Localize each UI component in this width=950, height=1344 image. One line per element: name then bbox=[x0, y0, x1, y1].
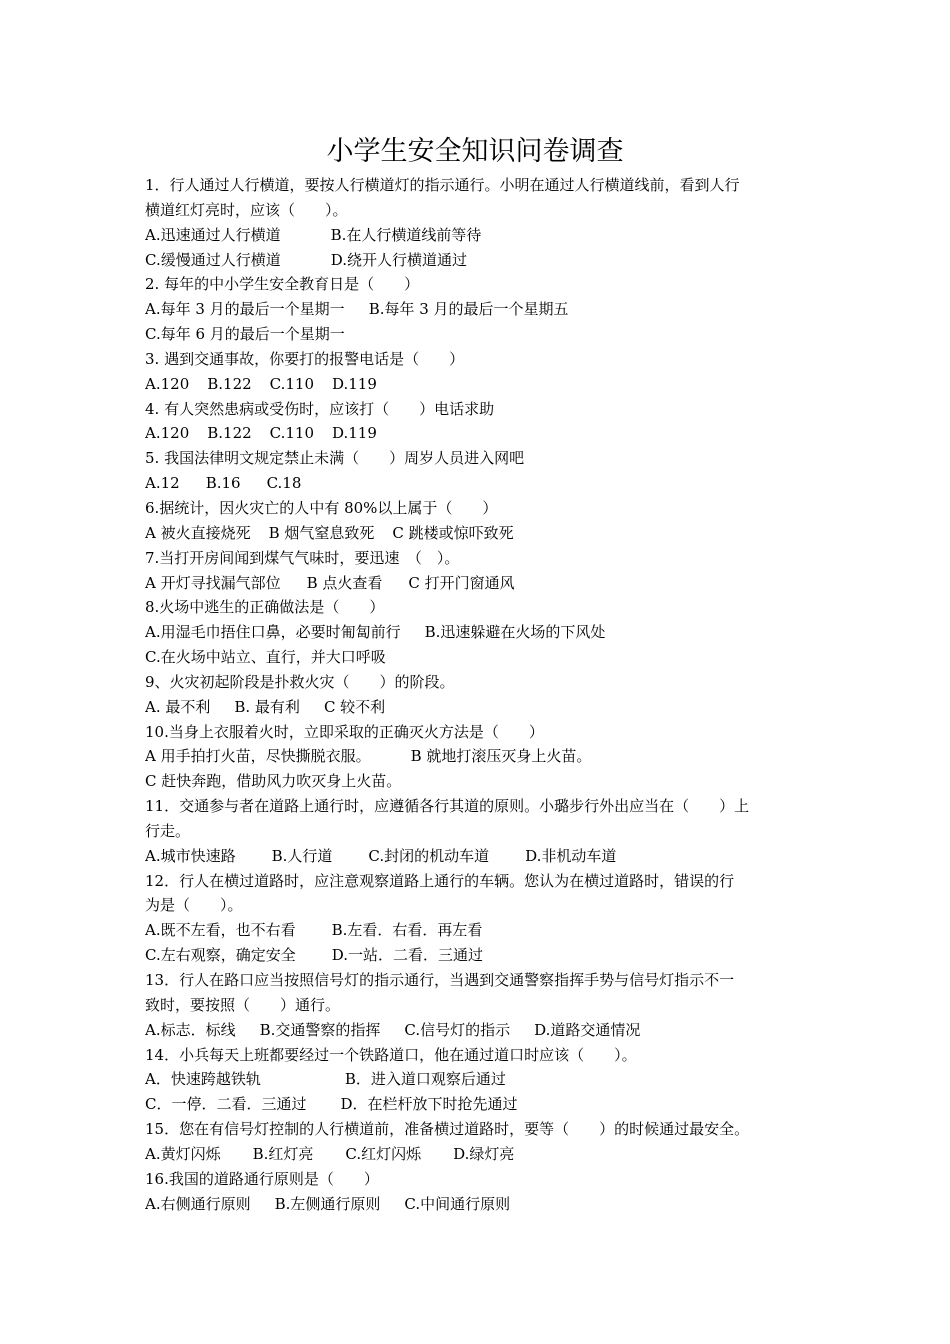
answer-option: B.交通警察的指挥 bbox=[259, 1020, 381, 1039]
answer-options-row bbox=[145, 297, 810, 322]
answer-option: C．一停．二看．三通过 bbox=[145, 1095, 307, 1114]
question-text-line: 为是（ ）。 bbox=[145, 896, 243, 915]
answer-option: B 烟气窒息致死 bbox=[268, 523, 375, 542]
question-text-line: C.每年 6 月的最后一个星期一 bbox=[145, 325, 345, 344]
answer-option: D.119 bbox=[332, 424, 377, 443]
question-text-line: 4. 有人突然患病或受伤时，应该打（ ）电话求助 bbox=[145, 399, 495, 418]
answer-option: B.在人行横道线前等待 bbox=[330, 225, 482, 244]
answer-option: D.道路交通情况 bbox=[534, 1020, 641, 1039]
answer-options-row bbox=[145, 1142, 810, 1167]
answer-option: B.人行道 bbox=[271, 846, 333, 865]
answer-option: C.中间通行原则 bbox=[404, 1194, 511, 1213]
answer-option: C.信号灯的指示 bbox=[404, 1020, 511, 1039]
question-text-line: 8.火场中逃生的正确做法是（ ） bbox=[145, 598, 385, 617]
answer-option: A.用湿毛巾捂住口鼻，必要时匍匐前行 bbox=[145, 623, 401, 642]
question-text-line: 15．您在有信号灯控制的人行横道前，准备横过道路时，要等（ ）的时候通过最安全。 bbox=[145, 1120, 750, 1139]
answer-option: B.红灯亮 bbox=[252, 1144, 314, 1163]
answer-option: D.119 bbox=[332, 374, 377, 393]
answer-options-row bbox=[145, 844, 810, 869]
answer-option: D.绿灯亮 bbox=[453, 1144, 515, 1163]
question-text-line: 13．行人在路口应当按照信号灯的指示通行，当遇到交通警察指挥手势与信号灯指示不一 bbox=[145, 971, 735, 989]
answer-options-row bbox=[145, 1018, 810, 1043]
answer-options-row bbox=[145, 223, 810, 248]
question-text-line: 6.据统计，因火灾亡的人中有 80%以上属于（ ） bbox=[145, 498, 498, 517]
answer-option: A.12 bbox=[145, 474, 180, 493]
answer-option: A. 最不利 bbox=[145, 697, 211, 716]
question-text-line: 9、火灾初起阶段是扑救火灾（ ）的阶段。 bbox=[145, 672, 455, 691]
answer-option: A.城市快速路 bbox=[145, 846, 236, 865]
answer-option: A 被火直接烧死 bbox=[145, 523, 251, 542]
answer-option: B.122 bbox=[207, 374, 252, 393]
question-text-line: 横道红灯亮时，应该（ ）。 bbox=[145, 200, 348, 219]
answer-option: C.110 bbox=[269, 424, 314, 443]
question-text-line: 3. 遇到交通事故，你要打的报警电话是（ ） bbox=[145, 349, 465, 368]
answer-option: A 开灯寻找漏气部位 bbox=[145, 573, 281, 592]
answer-option: C.18 bbox=[266, 474, 302, 493]
answer-options-row bbox=[145, 248, 810, 273]
answer-options-row bbox=[145, 695, 810, 720]
answer-option: A.黄灯闪烁 bbox=[145, 1144, 221, 1163]
answer-option: C.缓慢通过人行横道 bbox=[145, 250, 281, 269]
question-text-line: C.在火场中站立、直行，并大口呼吸 bbox=[145, 648, 386, 667]
answer-options-row bbox=[145, 471, 810, 496]
answer-option: A.迅速通过人行横道 bbox=[145, 225, 281, 244]
answer-option: C 打开门窗通风 bbox=[408, 573, 515, 592]
question-text-line: 14．小兵每天上班都要经过一个铁路道口，他在通过道口时应该（ ）。 bbox=[145, 1045, 637, 1064]
answer-options-row bbox=[145, 1067, 810, 1092]
answer-option: A.每年 3 月的最后一个星期一 bbox=[145, 300, 345, 319]
question-text-line: 2. 每年的中小学生安全教育日是（ ） bbox=[145, 275, 420, 294]
question-text-line: 16.我国的道路通行原则是（ ） bbox=[145, 1169, 379, 1188]
answer-option: B.16 bbox=[205, 474, 241, 493]
answer-options-row bbox=[145, 521, 810, 546]
answer-options-row bbox=[145, 1192, 810, 1217]
answer-option: B 就地打滚压灭身上火苗。 bbox=[410, 747, 592, 766]
answer-options-row bbox=[145, 421, 810, 446]
answer-options-row bbox=[145, 918, 810, 943]
answer-option: C 较不利 bbox=[323, 697, 386, 716]
answer-option: A.120 bbox=[145, 424, 190, 443]
answer-option: C.红灯闪烁 bbox=[345, 1144, 422, 1163]
answer-option: A.既不左看，也不右看 bbox=[145, 921, 296, 940]
question-text-line: 1．行人通过人行横道，要按人行横道灯的指示通行。小明在通过人行横道线前，看到人行 bbox=[145, 176, 740, 194]
answer-options-row bbox=[145, 1092, 810, 1117]
answer-option: A.标志．标线 bbox=[145, 1020, 236, 1039]
answer-options-row bbox=[145, 372, 810, 397]
question-text-line: 10.当身上衣服着火时，立即采取的正确灭火方法是（ ） bbox=[145, 722, 544, 741]
question-list bbox=[145, 173, 810, 1216]
answer-option: C.左右观察，确定安全 bbox=[145, 946, 296, 965]
answer-options-row bbox=[145, 943, 810, 968]
answer-option: C.110 bbox=[269, 374, 314, 393]
question-text-line: 12．行人在横过道路时，应注意观察道路上通行的车辆。您认为在横过道路时，错误的行 bbox=[145, 871, 735, 890]
answer-options-row bbox=[145, 571, 810, 596]
question-text-line: 致时，要按照（ ）通行。 bbox=[145, 995, 341, 1014]
answer-option: B. 最有利 bbox=[234, 697, 300, 716]
answer-options-row bbox=[145, 620, 810, 645]
answer-option: B.每年 3 月的最后一个星期五 bbox=[368, 300, 569, 319]
answer-option: A．快速跨越铁轨 bbox=[145, 1070, 261, 1089]
answer-option: D.一站．二看．三通过 bbox=[331, 946, 483, 965]
answer-option: C 跳楼或惊吓致死 bbox=[392, 523, 514, 542]
answer-option: B.迅速躲避在火场的下风处 bbox=[424, 623, 606, 642]
page-title: 小学生安全知识问卷调查 bbox=[326, 136, 624, 167]
answer-option: B.122 bbox=[207, 424, 252, 443]
question-text-line: C 赶快奔跑，借助风力吹灭身上火苗。 bbox=[145, 772, 402, 791]
answer-option: C.封闭的机动车道 bbox=[368, 846, 490, 865]
answer-option: B 点火查看 bbox=[306, 573, 383, 592]
answer-option: D.绕开人行横道通过 bbox=[330, 250, 467, 269]
answer-option: D.非机动车道 bbox=[525, 846, 617, 865]
question-text-line: 7.当打开房间闻到煤气气味时，要迅速 （ ）。 bbox=[145, 548, 460, 567]
question-text-line: 行走。 bbox=[145, 821, 191, 840]
question-text-line: 11．交通参与者在道路上通行时，应遵循各行其道的原则。小璐步行外出应当在（ ）上 bbox=[145, 797, 750, 816]
answer-option: B.左看．右看．再左看 bbox=[331, 921, 483, 940]
answer-option: A.右侧通行原则 bbox=[145, 1194, 251, 1213]
answer-option: A 用手拍打火苗，尽快撕脱衣服。 bbox=[145, 747, 371, 766]
answer-option: B．进入道口观察后通过 bbox=[344, 1070, 506, 1089]
answer-option: A.120 bbox=[145, 374, 190, 393]
question-text-line: 5. 我国法律明文规定禁止未满（ ）周岁人员进入网吧 bbox=[145, 449, 525, 468]
answer-option: D．在栏杆放下时抢先通过 bbox=[340, 1095, 518, 1114]
answer-options-row bbox=[145, 744, 810, 769]
answer-option: B.左侧通行原则 bbox=[274, 1194, 381, 1213]
